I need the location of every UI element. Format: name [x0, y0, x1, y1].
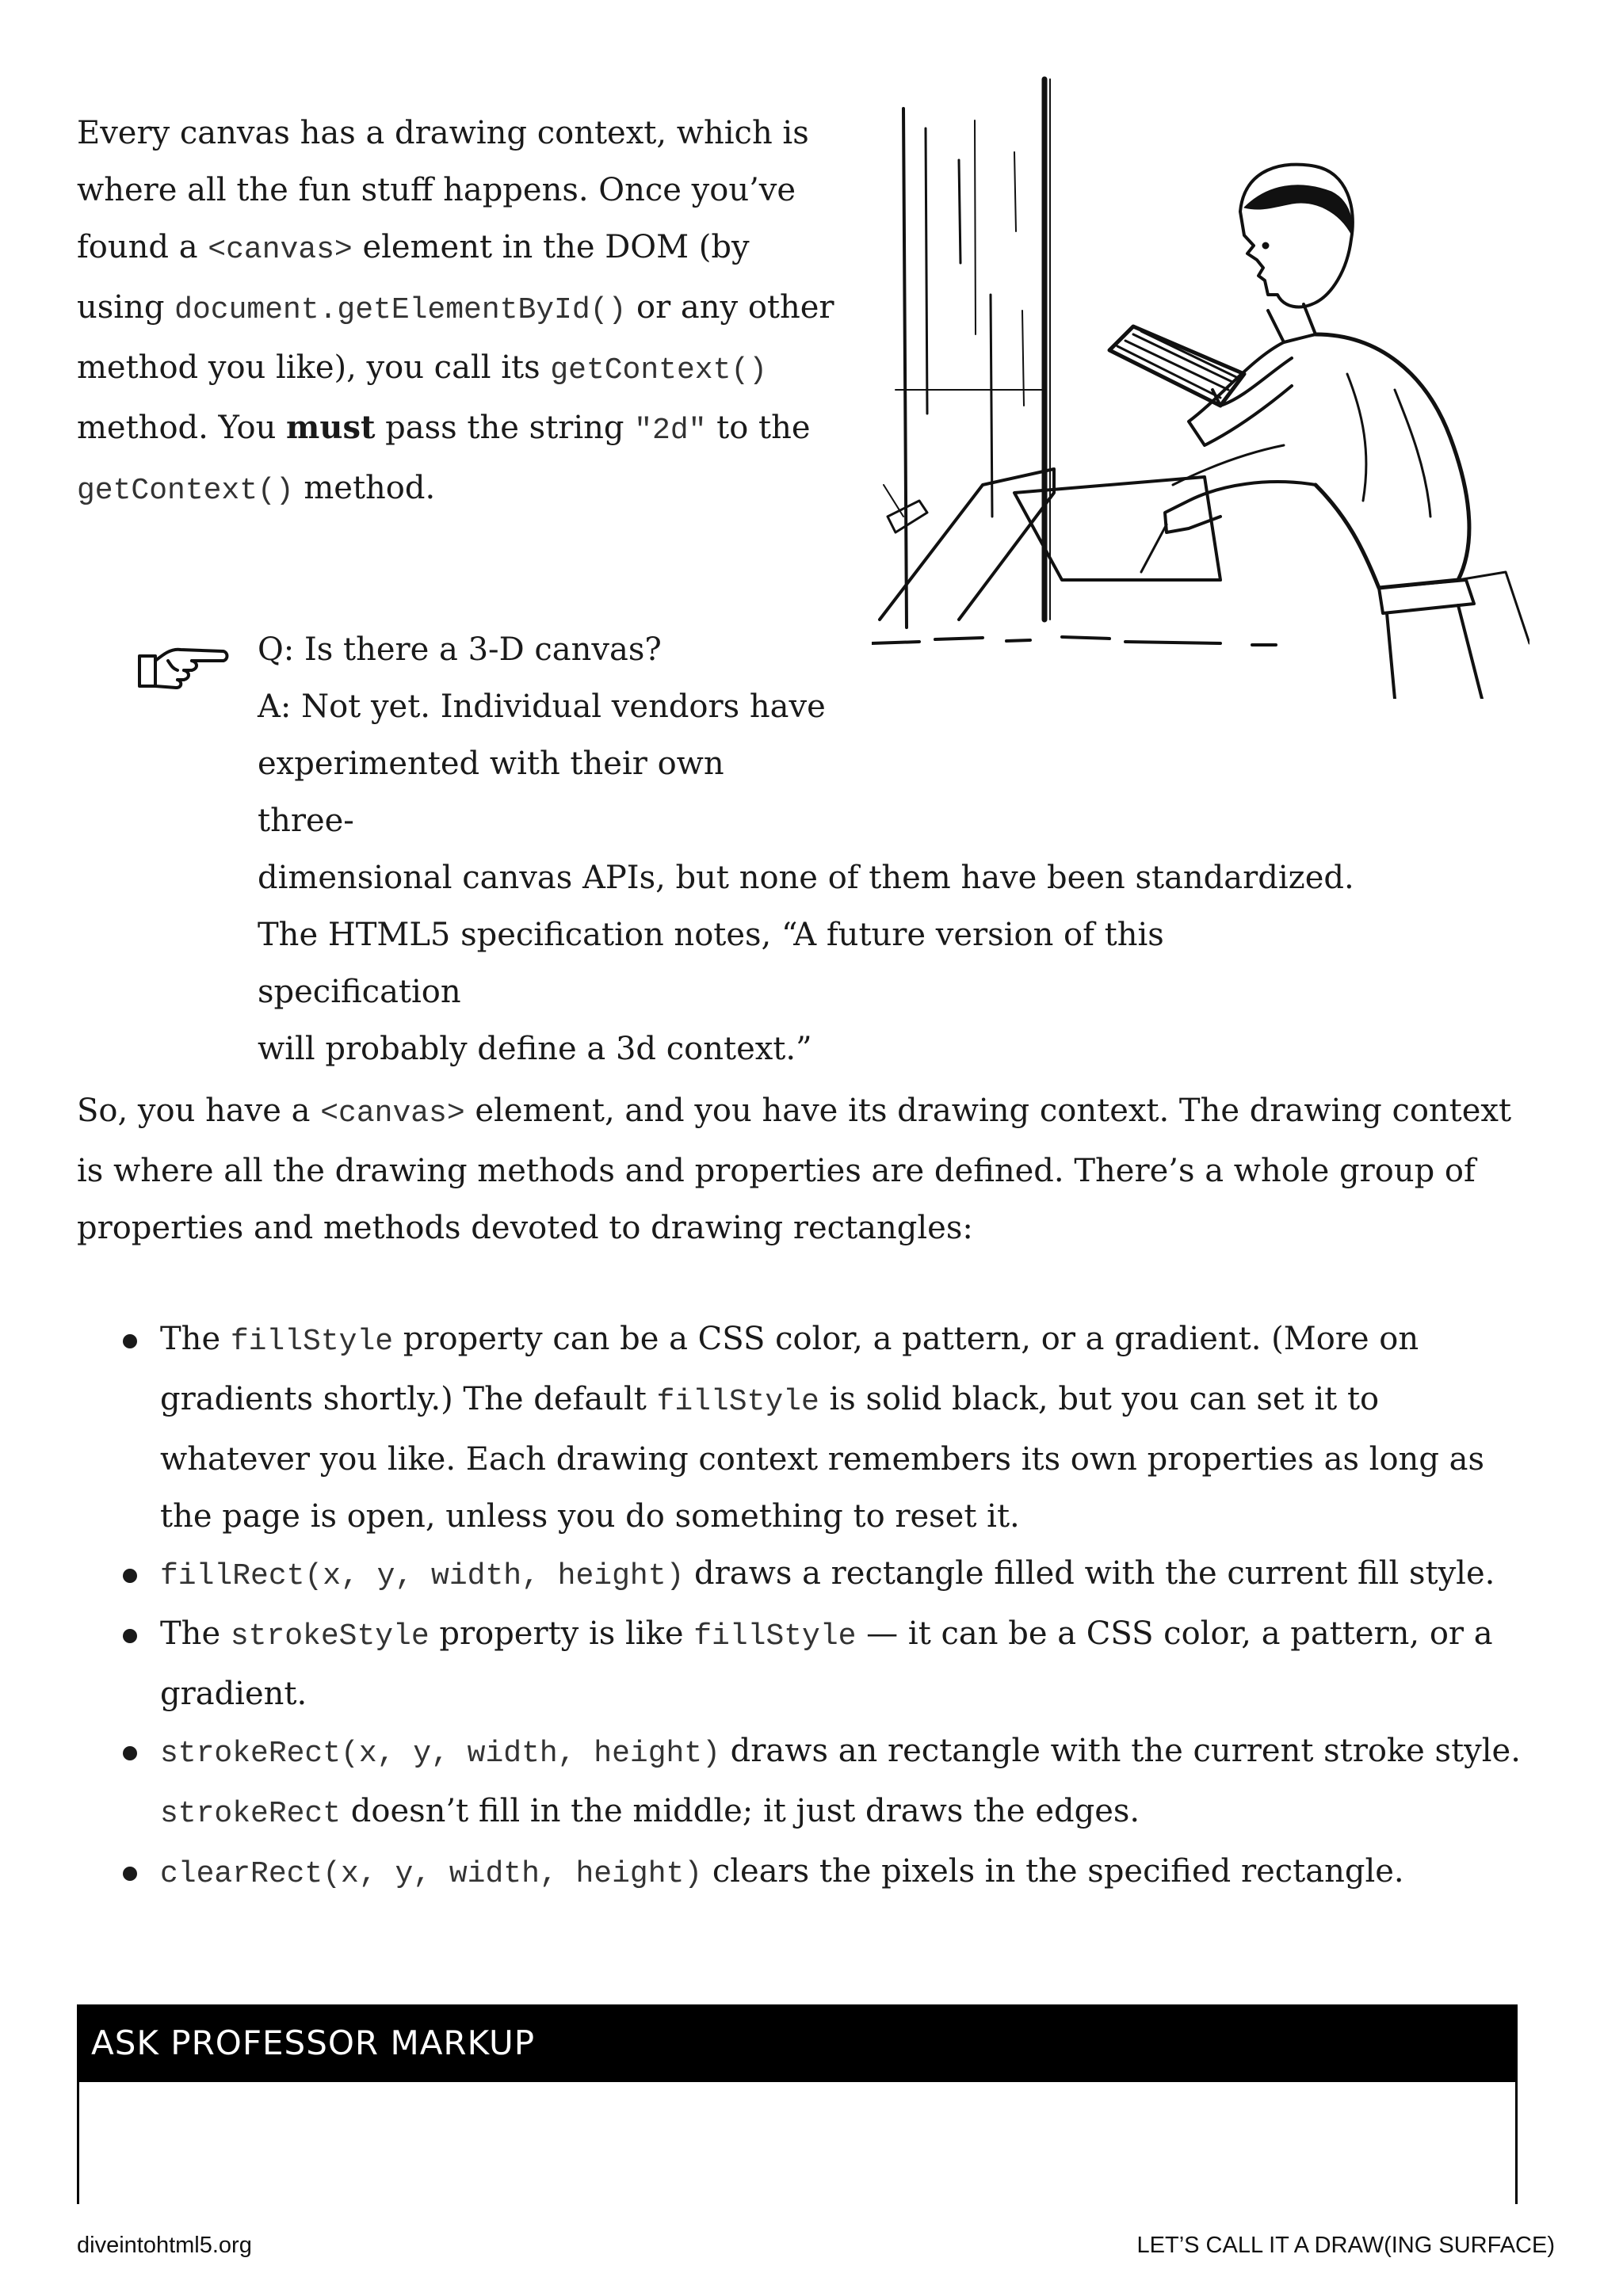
code-fillstyle: fillStyle [693, 1619, 857, 1653]
code-canvas: <canvas> [208, 233, 353, 267]
qa-answer-line: A: Not yet. Individual vendors have [258, 688, 826, 725]
code-strokestyle: strokeStyle [230, 1619, 430, 1653]
list-item [77, 1310, 1535, 1545]
rectangle-methods-list [77, 1310, 1535, 1903]
code-fillstyle: fillStyle [656, 1385, 819, 1419]
qa-question: Q: Is there a 3-D canvas? [258, 631, 662, 668]
code-canvas: <canvas> [320, 1097, 465, 1131]
qa-answer-line: will probably define a 3d context.” [258, 1031, 812, 1067]
list-item [77, 1605, 1535, 1722]
code-2d-string: "2d" [634, 414, 707, 448]
intro-text: method. [293, 470, 436, 506]
intro-paragraph [77, 105, 838, 520]
qa-answer-line: dimensional canvas APIs, but none of them have been standardized. [258, 860, 1354, 896]
emphasis-must: must [286, 409, 376, 446]
item-text: draws an rectangle with the current stroke style. [720, 1733, 1521, 1769]
qa-block [258, 621, 1367, 1077]
qa-answer-line: experimented with their own three- [258, 746, 724, 839]
code-strokerect: strokeRect [160, 1797, 342, 1831]
ask-professor-markup-box [77, 2004, 1518, 2204]
intro-text: method. You [77, 410, 287, 446]
pointing-hand-icon [136, 640, 230, 697]
item-text: property is like [429, 1615, 694, 1652]
intro-text: or any other method you like), you call its [77, 289, 834, 386]
code-strokerect: strokeRect(x, y, width, height) [160, 1737, 720, 1771]
intro-text: to the [706, 410, 811, 446]
sidebar-title: ASK PROFESSOR MARKUP [79, 2004, 1515, 2082]
item-text: clears the pixels in the specified rectangle. [702, 1853, 1404, 1890]
list-item [77, 1545, 1535, 1605]
item-text: The [160, 1321, 231, 1357]
intro-text: pass the string [375, 410, 635, 446]
footer-site: diveintohtml5.org [77, 2233, 252, 2258]
code-getcontext: getContext() [77, 474, 294, 508]
footer-chapter: LET’S CALL IT A DRAW(ING SURFACE) [1136, 2233, 1555, 2258]
paragraph-text: element, and you have its drawing context. The drawing context is where all the drawing methods and properties are defined. There’s a whole group of properties and methods devoted to drawing rectangles: [77, 1093, 1512, 1246]
code-getcontext: getContext() [550, 353, 767, 387]
item-text: — it can be a CSS color, a pattern, or a gradient. [160, 1615, 1493, 1712]
man-drawing-illustration-icon [872, 73, 1529, 699]
intro-text: Every canvas has a drawing context, which is where all the fun stuff happens. Once you’ve found a [77, 115, 809, 265]
list-item [77, 1843, 1535, 1903]
item-text: property can be a CSS color, a pattern, or a gradient. (More on gradients shortly.) The default [160, 1321, 1419, 1417]
intro-text: element in the DOM (by using [77, 229, 750, 326]
item-text: draws a rectangle filled with the current fill style. [684, 1555, 1495, 1592]
code-clearrect: clearRect(x, y, width, height) [160, 1857, 703, 1891]
code-getelementbyid: document.getElementById() [174, 293, 627, 327]
item-text: doesn’t fill in the middle; it just draws the edges. [341, 1793, 1140, 1829]
item-text: The [160, 1615, 231, 1652]
code-fillrect: fillRect(x, y, width, height) [160, 1559, 685, 1593]
code-fillstyle: fillStyle [230, 1325, 394, 1359]
context-paragraph [77, 1082, 1535, 1257]
qa-answer-line: The HTML5 specification notes, “A future version of this specification [258, 917, 1164, 1010]
paragraph-text: So, you have a [77, 1093, 321, 1129]
list-item [77, 1722, 1535, 1843]
item-text: is solid black, but you can set it to whatever you like. Each drawing context remembers its own properties as long as the page is open, unless you do something to reset it. [160, 1381, 1485, 1535]
